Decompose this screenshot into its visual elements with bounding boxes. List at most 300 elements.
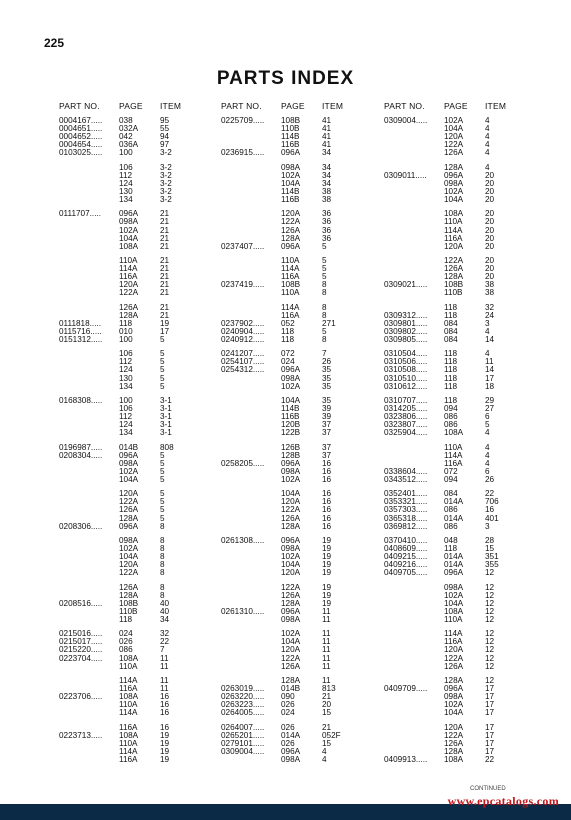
table-row [59,210,234,218]
item-number-cell: 8 [160,582,165,592]
page-ref-cell: 014A [444,513,464,523]
item-number-cell: 27 [485,404,495,414]
part-number-cell: 0215017..... [59,637,103,647]
page-ref-cell: 098A [444,178,464,188]
table-row [59,569,234,577]
item-number-cell: 19 [160,730,170,740]
part-number-cell: 0237407..... [221,241,265,251]
item-number-cell: 15 [322,738,332,748]
page-ref-cell: 096A [444,170,464,180]
page-ref-cell: 108A [444,754,464,764]
item-number-cell: 36 [322,233,332,243]
page-ref-cell: 098A [281,754,301,764]
item-number-cell: 8 [160,535,165,545]
page-ref-cell: 104A [444,124,464,134]
page-ref-cell: 114A [444,629,463,639]
part-number-cell: 0263223..... [221,700,265,710]
item-number-cell: 5 [160,373,165,383]
table-row [59,498,234,506]
part-number-cell: 0223704..... [59,653,103,663]
table-row [59,397,234,405]
item-number-cell: 19 [322,590,332,600]
item-number-cell: 20 [485,264,495,274]
item-number-cell: 11 [160,653,169,663]
part-number-cell: 0409705..... [384,568,428,578]
page-ref-cell: 124 [119,178,133,188]
item-number-cell: 4 [485,162,490,172]
item-number-cell: 20 [485,178,495,188]
table-row [384,569,559,577]
item-number-cell: 8 [160,560,165,570]
part-number-cell: 0265201..... [221,730,265,740]
page-ref-cell: 024 [119,629,133,639]
item-number-cell: 39 [322,412,332,422]
table-row [221,756,396,764]
part-number-cell: 0261310..... [221,606,265,616]
table-row [384,709,559,717]
page-ref-cell: 110A [281,288,300,298]
page-ref-cell: 014B [281,683,301,693]
page-ref-cell: 120A [444,645,464,655]
table-row [59,663,234,671]
part-number-cell: 0309801..... [384,318,428,328]
column-header [59,101,234,117]
header-item: ITEM [160,101,182,111]
item-number-cell: 19 [322,582,332,592]
item-number-cell: 5 [160,450,165,460]
page-ref-cell: 126A [444,264,464,274]
page-ref-cell: 112 [119,357,133,367]
page-ref-cell: 118 [444,302,458,312]
page-ref-cell: 096A [281,148,301,158]
page-ref-cell: 116A [444,233,463,243]
item-number-cell: 5 [322,272,327,282]
part-number-cell: 0310612..... [384,381,428,391]
page-ref-cell: 120A [281,497,301,507]
page-ref-cell: 106 [119,404,133,414]
table-row [59,227,234,235]
watermark-text[interactable]: www.epcatalogs.com [447,794,559,808]
part-number-cell: 0310707..... [384,395,428,405]
item-number-cell: 17 [485,683,495,693]
item-number-cell: 5 [160,489,165,499]
item-number-cell: 20 [322,700,332,710]
page-ref-cell: 122A [444,730,464,740]
page-ref-cell: 104A [281,560,301,570]
table-row [221,304,396,312]
table-row [59,265,234,273]
table-row [384,429,559,437]
item-number-cell: 5 [160,349,165,359]
part-number-cell: 0310508..... [384,365,428,375]
header-page: PAGE [119,101,143,111]
part-number-cell: 0004651..... [59,124,103,134]
part-number-cell: 0236915..... [221,148,265,158]
item-number-cell: 18 [485,381,495,391]
page-ref-cell: 084 [444,489,458,499]
item-number-cell: 34 [322,178,332,188]
page-ref-cell: 096A [444,683,464,693]
item-number-cell: 11 [322,645,331,655]
item-number-cell: 5 [160,513,165,523]
page-ref-cell: 098A [281,162,301,172]
table-row [221,281,396,289]
page-ref-cell: 116A [444,637,463,647]
item-number-cell: 4 [485,442,490,452]
page-ref-cell: 096A [281,241,301,251]
part-number-cell: 0111818..... [59,318,102,328]
table-row [221,375,396,383]
table-row [59,273,234,281]
table-row [221,218,396,226]
page-ref-cell: 116A [281,272,300,282]
item-number-cell: 11 [322,675,331,685]
table-row [384,281,559,289]
item-number-cell: 8 [160,590,165,600]
item-number-cell: 16 [485,505,495,515]
page-ref-cell: 086 [444,412,458,422]
table-row [384,257,559,265]
part-number-cell: 0309312..... [384,310,428,320]
part-number-cell: 0103025..... [59,148,103,158]
table-row [221,210,396,218]
table-row [59,476,234,484]
item-number-cell: 35 [322,381,332,391]
table-row [221,537,396,545]
page-ref-cell: 128A [119,310,139,320]
item-number-cell: 36 [322,217,332,227]
page-ref-cell: 122A [281,217,301,227]
table-row [384,663,559,671]
table-row [384,638,559,646]
item-number-cell: 17 [485,738,495,748]
item-number-cell: 38 [322,186,332,196]
page-ref-cell: 104A [281,178,301,188]
page-ref-cell: 122A [281,653,301,663]
table-row [221,584,396,592]
part-number-cell: 0370410..... [384,535,428,545]
item-number-cell: 401 [485,513,499,523]
part-number-cell: 0408609..... [384,544,428,553]
item-number-cell: 4 [485,132,490,142]
table-row [59,405,234,413]
page-ref-cell: 108A [119,692,139,702]
page-ref-cell: 118 [281,326,295,336]
table-row [221,616,396,624]
item-number-cell: 32 [485,302,495,312]
page-ref-cell: 126A [281,590,301,600]
page-ref-cell: 112 [119,412,133,422]
page-ref-cell: 108B [444,280,464,290]
page-ref-cell: 104A [444,708,464,718]
table-row [59,172,234,180]
page-ref-cell: 126B [281,442,301,452]
item-number-cell: 12 [485,661,495,671]
table-row [221,561,396,569]
item-number-cell: 11 [160,683,169,693]
page-ref-cell: 128B [281,450,301,460]
page-ref-cell: 096A [444,568,464,578]
item-number-cell: 8 [160,521,165,531]
page-ref-cell: 120A [444,132,464,142]
item-number-cell: 38 [485,280,495,290]
item-number-cell: 3-1 [160,420,172,430]
item-number-cell: 11 [160,675,169,685]
item-number-cell: 26 [322,357,332,367]
page-ref-cell: 130 [119,186,133,196]
item-number-cell: 5 [160,474,165,484]
item-number-cell: 813 [322,683,336,693]
page-ref-cell: 110A [281,255,300,265]
item-number-cell: 11 [322,629,331,639]
part-number-cell: 0254312..... [221,365,265,375]
table-row [384,616,559,624]
page-ref-cell: 104A [444,598,464,608]
table-row [221,243,396,251]
page-ref-cell: 014B [119,442,139,452]
item-number-cell: 15 [485,544,495,553]
page-ref-cell: 098A [444,692,464,702]
page-ref-cell: 090 [281,692,295,702]
table-row [221,265,396,273]
page-ref-cell: 108A [444,428,464,438]
table-row [59,748,234,756]
table-row [221,397,396,405]
item-number-cell: 17 [485,700,495,710]
item-number-cell: 21 [160,264,170,274]
page-ref-cell: 108B [281,280,301,290]
table-row [59,421,234,429]
part-number-cell: 0310504..... [384,349,428,359]
item-number-cell: 19 [160,754,170,764]
item-number-cell: 38 [485,288,495,298]
table-row [384,210,559,218]
page-ref-cell: 096A [281,606,301,616]
table-row [221,227,396,235]
page-ref-cell: 128A [281,521,301,531]
item-number-cell: 19 [322,552,332,562]
table-row [384,117,559,125]
item-number-cell: 20 [485,170,495,180]
page-ref-cell: 118 [119,614,133,624]
page-ref-cell: 116A [281,310,300,320]
table-row [221,646,396,654]
table-row [59,366,234,374]
item-number-cell: 12 [485,568,495,578]
page-ref-cell: 134 [119,195,133,205]
item-number-cell: 11 [322,653,331,663]
item-number-cell: 4 [485,148,490,158]
item-number-cell: 3-2 [160,186,172,196]
item-number-cell: 12 [485,614,495,624]
item-number-cell: 8 [322,288,327,298]
table-row [221,709,396,717]
table-row [384,655,559,663]
item-number-cell: 5 [322,255,327,265]
continued-note: CONTINUED [470,786,506,792]
item-number-cell: 4 [485,349,490,359]
part-number-cell: 0241207..... [221,349,265,359]
table-row [59,257,234,265]
part-number-cell: 0004654..... [59,140,103,150]
page-ref-cell: 102A [281,381,301,391]
part-number-cell: 0264007..... [221,722,265,732]
page-ref-cell: 110A [119,700,138,710]
page-ref-cell: 118 [444,395,458,405]
page-ref-cell: 102A [444,116,464,125]
page-ref-cell: 110B [444,288,463,298]
table-row [59,740,234,748]
item-number-cell: 7 [160,645,165,655]
part-number-cell: 0237902..... [221,318,265,328]
item-number-cell: 21 [160,217,170,227]
page-ref-cell: 096A [281,458,301,468]
part-number-cell: 0208304..... [59,450,103,460]
item-number-cell: 8 [322,302,327,312]
part-number-cell: 0409913..... [384,754,428,764]
item-number-cell: 17 [485,692,495,702]
table-row [384,196,559,204]
page-ref-cell: 098A [281,466,301,476]
page-ref-cell: 120A [281,209,301,219]
item-number-cell: 16 [322,513,332,523]
item-number-cell: 41 [322,124,332,134]
page-ref-cell: 118 [444,349,458,359]
page-ref-cell: 126A [281,513,301,523]
page-ref-cell: 104A [119,233,139,243]
item-number-cell: 22 [160,637,170,647]
part-number-cell: 0353321..... [384,497,428,507]
item-number-cell: 16 [160,722,170,732]
page-ref-cell: 072 [281,349,295,359]
page-ref-cell: 108A [444,209,464,219]
item-number-cell: 17 [160,326,170,336]
table-row [384,383,559,391]
item-number-cell: 11 [160,661,169,671]
table-row [221,468,396,476]
item-number-cell: 11 [322,637,331,647]
page-ref-cell: 128A [444,162,464,172]
item-number-cell: 41 [322,132,332,142]
table-row [384,188,559,196]
table-row [221,630,396,638]
item-number-cell: 19 [322,598,332,608]
table-row [384,630,559,638]
table-row [59,460,234,468]
item-number-cell: 20 [485,225,495,235]
page-ref-cell: 120A [119,280,139,290]
part-number-cell: 0365318..... [384,513,428,523]
page-ref-cell: 120A [119,560,139,570]
page-ref-cell: 026 [281,722,295,732]
item-number-cell: 5 [160,365,165,375]
part-number-cell: 0168308..... [59,395,103,405]
page-ref-cell: 096A [119,521,139,531]
table-row [221,506,396,514]
page-ref-cell: 114A [119,264,138,274]
table-row [59,452,234,460]
item-number-cell: 35 [322,395,332,405]
part-number-cell: 0004652..... [59,132,103,142]
page-ref-cell: 122A [119,497,139,507]
table-row [221,149,396,157]
item-number-cell: 37 [322,420,332,430]
table-row [221,257,396,265]
table-row [59,490,234,498]
part-number-cell: 0208516..... [59,598,103,608]
page-ref-cell: 048 [444,535,458,545]
page-ref-cell: 102A [281,552,301,562]
item-number-cell: 5 [160,357,165,367]
table-row [384,693,559,701]
table-row [384,592,559,600]
table-row [384,227,559,235]
page-ref-cell: 014A [444,560,464,570]
item-number-cell: 5 [322,264,327,274]
page-ref-cell: 104A [444,195,464,205]
item-number-cell: 36 [322,209,332,219]
item-number-cell: 6 [485,412,490,422]
table-row [221,663,396,671]
item-number-cell: 12 [485,629,495,639]
item-number-cell: 22 [485,754,495,764]
page-ref-cell: 124 [119,420,133,430]
item-number-cell: 5 [160,458,165,468]
item-number-cell: 4 [485,458,490,468]
item-number-cell: 16 [322,521,332,531]
table-row [59,235,234,243]
item-number-cell: 052F [322,730,341,740]
item-number-cell: 12 [485,645,495,655]
page-ref-cell: 126A [281,225,301,235]
table-row [59,149,234,157]
table-row [221,429,396,437]
page-ref-cell: 122A [119,568,139,578]
page-ref-cell: 110B [281,124,300,134]
part-number-cell: 0310506..... [384,357,428,367]
part-number-cell: 0325904..... [384,428,428,438]
item-number-cell: 40 [160,598,170,608]
table-row [384,243,559,251]
item-number-cell: 6 [485,466,490,476]
item-number-cell: 41 [322,116,332,125]
page-ref-cell: 128A [444,675,464,685]
part-number-cell: 0352401..... [384,489,428,499]
part-number-cell: 0309004..... [384,116,428,125]
table-row [59,281,234,289]
table-row [384,133,559,141]
item-number-cell: 39 [322,404,332,414]
item-number-cell: 21 [160,288,170,298]
page-ref-cell: 042 [119,132,133,142]
page-ref-cell: 122A [119,288,139,298]
table-row [384,235,559,243]
page-number: 225 [44,36,65,50]
item-number-cell: 14 [485,335,495,344]
part-number-cell: 0240912..... [221,335,265,344]
page-ref-cell: 098A [119,458,139,468]
page-ref-cell: 116A [119,683,138,693]
table-row [384,600,559,608]
page-ref-cell: 114B [281,186,300,196]
part-number-cell: 0263220..... [221,692,265,702]
item-number-cell: 21 [160,272,170,282]
page-ref-cell: 120A [281,568,301,578]
item-number-cell: 21 [160,255,170,265]
table-row [221,336,396,344]
page-ref-cell: 134 [119,381,133,391]
table-row [221,655,396,663]
